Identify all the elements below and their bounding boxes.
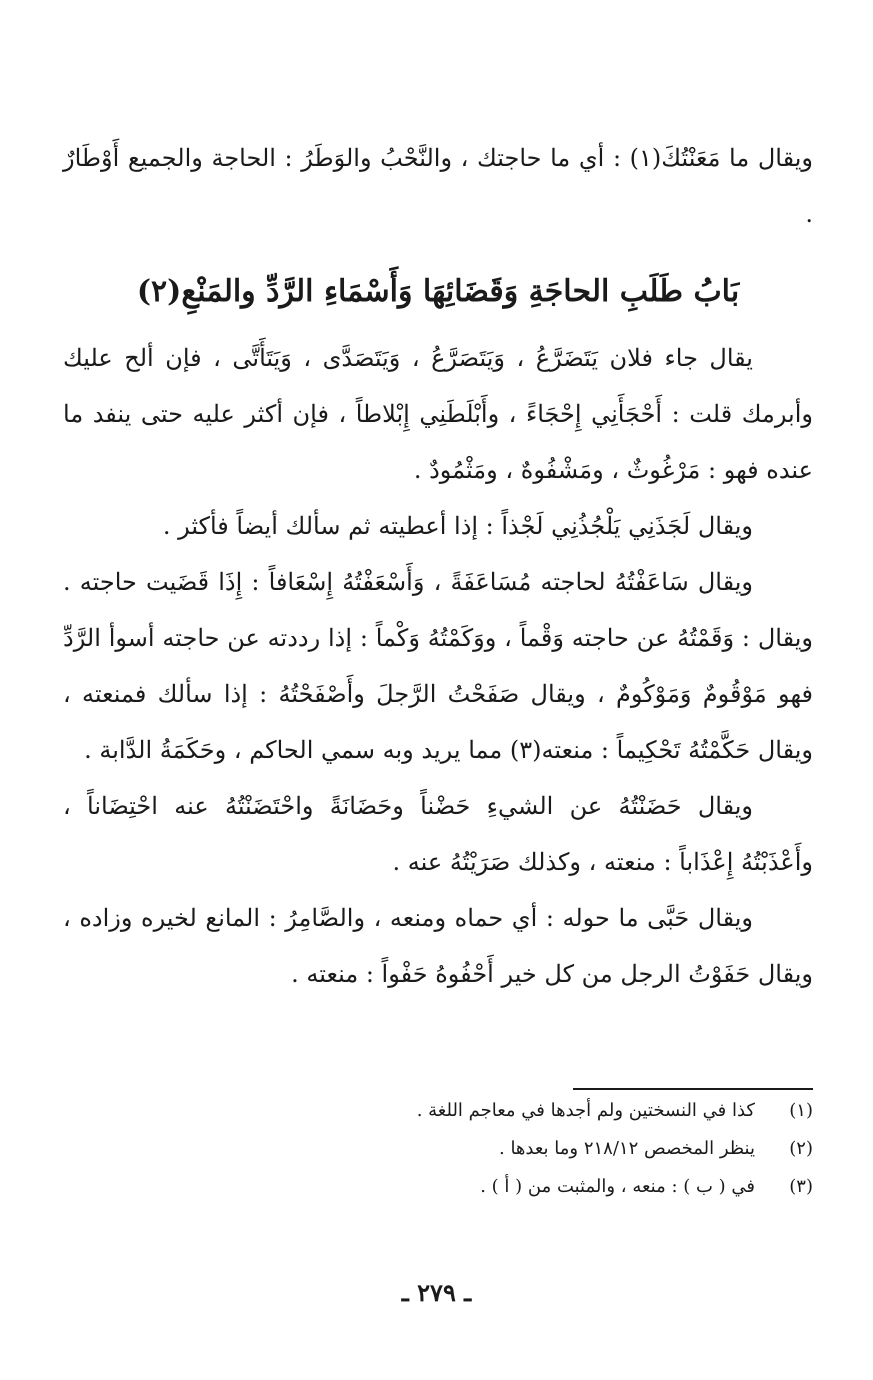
paragraph-2: ويقال لَجَذَنِي يَلْجُذُنِي لَجْذاً : إذا أعطيته ثم سألك أيضاً فأكثر . <box>162 512 753 540</box>
footnote-number: (١) <box>789 1100 813 1121</box>
footnote-number: (٣) <box>789 1176 813 1197</box>
intro-paragraph: ويقال ما مَعَنْتُكَ(١) : أي ما حاجتك ، والنَّحْبُ والوَطَرُ : الحاجة والجميع أَوْطَارٌ . <box>63 144 813 228</box>
paragraph-4: ويقال حَضَنْتُهُ عن الشيءِ حَضْناً وحَضَانَةً واحْتَضَنْتُهُ عنه احْتِضَاناً ، وأَعْذَبْتُهُ إِعْذَاباً : منعته ، وكذلك صَرَيْتُهُ عنه . <box>63 792 813 876</box>
footnote-number: (٢) <box>789 1138 813 1159</box>
footnote-divider <box>573 1088 813 1090</box>
page-number: ـ ٢٧٩ ـ <box>401 1278 472 1307</box>
footnote-item <box>63 1092 813 1130</box>
chapter-body <box>63 330 813 1002</box>
footnote-item <box>63 1168 813 1206</box>
paragraph-1: يقال جاء فلان يَتَضَرَّعُ ، وَيَتَصَرَّعُ ، وَيَتَصَدَّى ، وَيَتَأَتَّى ، فإن ألح عليك وأبرمك قلت : أَحْجَأَنِي إِحْجَاءً ، وأَبْلَطَنِي إِبْلاطاً ، فإن أكثر عليه حتى ينفد ما عنده فهو : مَرْغُوثٌ ، ومَشْفُوهٌ ، ومَثْمُودٌ . <box>63 344 813 484</box>
footnote-text: ينظر المخصص ٢١٨/١٢ وما بعدها . <box>499 1138 755 1159</box>
footnote-text: في ( ب ) : منعه ، والمثبت من ( أ ) . <box>480 1176 755 1197</box>
paragraph-5: ويقال حَبَّى ما حوله : أي حماه ومنعه ، والصَّامِرُ : المانع لخيره وزاده ، ويقال حَفَوْتُ الرجل من كل خير أَحْفُوهُ حَفْواً : منعته . <box>63 904 813 988</box>
paragraph-3: ويقال سَاعَفْتُهُ لحاجته مُسَاعَفَةً ، وَأَسْعَفْتُهُ إِسْعَافاً : إِذَا قَضَيت حاجته . ويقال : وَقَمْتُهُ عن حاجته وَقْماً ، ووَكَمْتُهُ وَكْماً : إذا رددته عن حاجته أسوأ الرَّدِّ فهو مَوْقُومٌ وَمَوْكُومٌ ، ويقال صَفَحْتُ الرَّجلَ وأَصْفَحْتُهُ : إذا سألك فمنعته ، ويقال حَكَّمْتُهُ تَحْكِيماً : منعته(٣) مما يريد وبه سمي الحاكم ، وحَكَمَةُ الدَّابة . <box>63 568 813 764</box>
footnotes-list <box>63 1092 813 1206</box>
footnote-item <box>63 1130 813 1168</box>
footnote-text: كذا في النسختين ولم أجدها في معاجم اللغة . <box>416 1100 755 1121</box>
chapter-heading: بَابُ طَلَبِ الحاجَةِ وَقَضَائِهَا وَأَسْمَاءِ الرَّدِّ والمَنْعِ(٢) <box>136 274 740 309</box>
